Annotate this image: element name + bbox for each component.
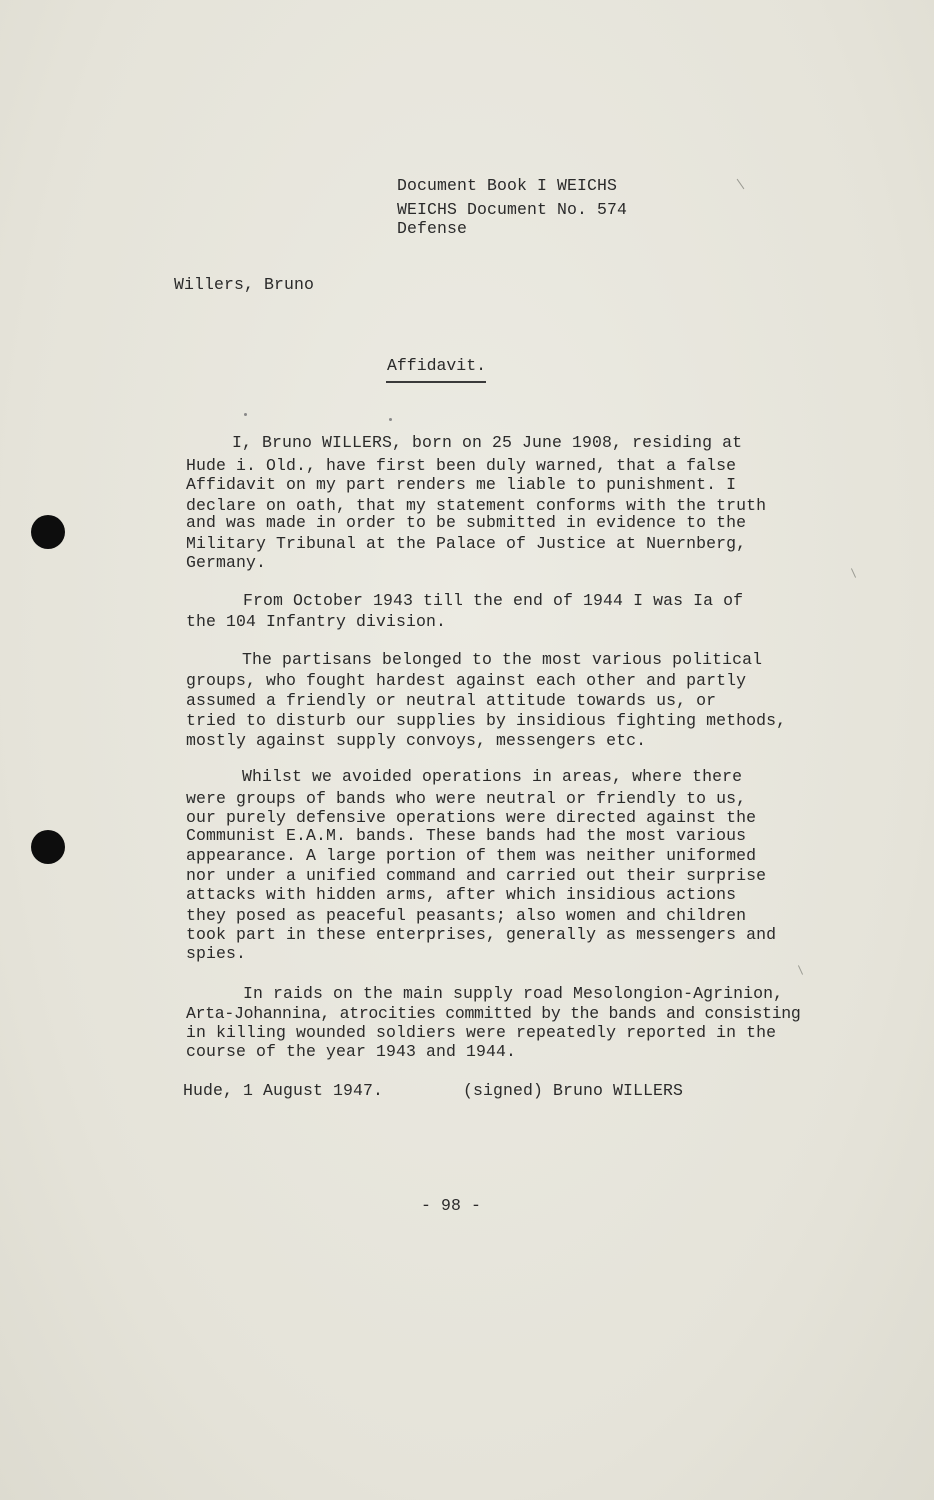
paragraph-2-line: the 104 Infantry division. <box>186 612 447 631</box>
stray-mark <box>389 418 392 421</box>
paragraph-4-line: took part in these enterprises, generally as messengers and <box>186 925 777 944</box>
paragraph-1-line: Military Tribunal at the Palace of Justice at Nuernberg, <box>186 534 747 553</box>
paragraph-1-line: Affidavit on my part renders me liable to punishment. I <box>186 475 737 494</box>
paragraph-3-line: assumed a friendly or neutral attitude towards us, or <box>186 691 717 710</box>
document-title: Affidavit. <box>387 356 487 375</box>
paragraph-5-line: course of the year 1943 and 1944. <box>186 1042 517 1061</box>
stray-mark <box>244 413 247 416</box>
punch-hole <box>31 830 65 864</box>
paragraph-3-line: groups, who fought hardest against each other and partly <box>186 671 747 690</box>
stray-mark <box>851 568 856 577</box>
paragraph-4-line: they posed as peaceful peasants; also women and children <box>186 906 747 925</box>
paragraph-5-line: In raids on the main supply road Mesolongion-Agrinion, <box>243 984 784 1003</box>
paragraph-4-line: spies. <box>186 944 247 963</box>
paragraph-4-line: attacks with hidden arms, after which insidious actions <box>186 885 737 904</box>
paragraph-4-line: appearance. A large portion of them was neither uniformed <box>186 846 757 865</box>
paragraph-4-line: Communist E.A.M. bands. These bands had the most various <box>186 826 747 845</box>
paragraph-1-line: and was made in order to be submitted in evidence to the <box>186 513 747 532</box>
signature: (signed) Bruno WILLERS <box>463 1081 684 1100</box>
paragraph-5-line: Arta-Johannina, atrocities committed by the bands and consisting <box>186 1004 801 1023</box>
paragraph-3-line: The partisans belonged to the most various political <box>242 650 763 669</box>
paragraph-1-line: Germany. <box>186 553 267 572</box>
paragraph-3-line: mostly against supply convoys, messengers etc. <box>186 731 647 750</box>
stray-mark <box>798 965 803 974</box>
paragraph-4-line: were groups of bands who were neutral or friendly to us, <box>186 789 747 808</box>
header-line-2: WEICHS Document No. 574 <box>397 200 628 219</box>
paragraph-1-line: I, Bruno WILLERS, born on 25 June 1908, residing at <box>232 433 743 452</box>
paragraph-3-line: tried to disturb our supplies by insidious fighting methods, <box>186 711 787 730</box>
place-and-date: Hude, 1 August 1947. <box>183 1081 384 1100</box>
paragraph-4-line: our purely defensive operations were directed against the <box>186 808 757 827</box>
paragraph-2-line: From October 1943 till the end of 1944 I was Ia of <box>243 591 744 610</box>
title-underline <box>386 381 486 383</box>
paragraph-5-line: in killing wounded soldiers were repeatedly reported in the <box>186 1023 777 1042</box>
page-number: - 98 - <box>421 1196 482 1215</box>
paragraph-1-line: Hude i. Old., have first been duly warned, that a false <box>186 456 737 475</box>
header-line-3: Defense <box>397 219 468 238</box>
paragraph-1-line: declare on oath, that my statement conforms with the truth <box>186 496 767 515</box>
paragraph-4-line: nor under a unified command and carried out their surprise <box>186 866 767 885</box>
header-line-1: Document Book I WEICHS <box>397 176 618 195</box>
paragraph-4-line: Whilst we avoided operations in areas, where there <box>242 767 743 786</box>
punch-hole <box>31 515 65 549</box>
stray-mark <box>737 179 745 189</box>
deponent-name: Willers, Bruno <box>174 275 315 294</box>
